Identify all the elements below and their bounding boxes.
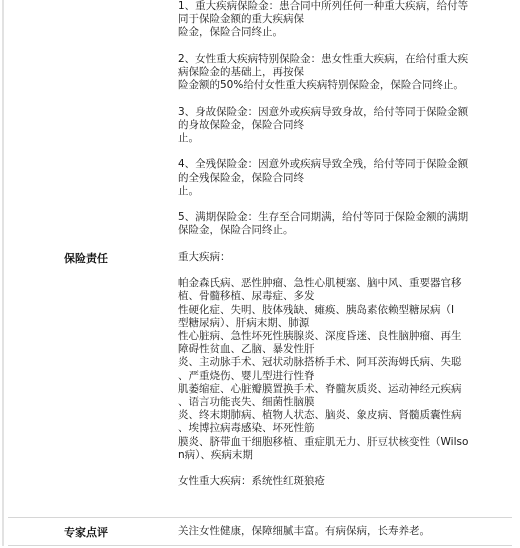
benefit-item-4 bbox=[178, 158, 512, 198]
benefit-line: 同于保险金额的重大疾病保 bbox=[178, 13, 304, 26]
benefit-line: 的身故保险金，保险合同终 bbox=[178, 118, 304, 131]
benefit-line: 3、身故保险金：因意外或疾病导致身故，给付等同于保险金额 bbox=[178, 105, 469, 118]
benefit-line: 病保险金的基础上，再按保 bbox=[178, 66, 304, 78]
benefit-line: 1、重大疾病保险金：患合同中所列任何一种重大疾病，给付等 bbox=[178, 0, 469, 12]
disease-line: 炎、终末期肺病、植物人状态、脑炎、象皮病、肾髓质囊性病 bbox=[178, 409, 462, 422]
disease-line: 障碍性贫血、乙脑、暴发性肝 bbox=[178, 343, 315, 356]
table-bottom-border bbox=[8, 545, 512, 546]
female-disease-line: 女性重大疾病：系统性红斑狼疮 bbox=[178, 475, 325, 488]
review-label-cell bbox=[4, 520, 168, 544]
disease-line: 、语言功能丧失、细菌性脑膜 bbox=[178, 396, 315, 408]
benefit-item-5 bbox=[178, 211, 512, 237]
disease-line: 、严重烧伤、婴儿型进行性脊 bbox=[178, 369, 315, 382]
benefit-item-1 bbox=[178, 0, 512, 40]
benefit-line: 的全残保险金，保险合同终 bbox=[178, 171, 304, 184]
coverage-label: 保险责任 bbox=[64, 252, 108, 265]
row-divider bbox=[8, 517, 512, 518]
disease-line: 帕金森氏病、恶性肿瘤、急性心肌梗塞、脑中风、重要器官移 bbox=[178, 277, 462, 290]
review-label: 专家点评 bbox=[64, 526, 108, 539]
disease-line: 肌萎缩症、心脏瓣膜置换手术、脊髓灰质炎、运动神经元疾病 bbox=[178, 382, 462, 395]
coverage-label-cell bbox=[4, 0, 168, 516]
benefit-item-2 bbox=[178, 53, 512, 93]
benefit-line: 5、满期保险金：生存至合同期满，给付等同于保险金额的满期 bbox=[178, 211, 469, 224]
disease-line: n病）、疾病末期 bbox=[178, 448, 253, 461]
benefit-line: 止。 bbox=[178, 184, 199, 197]
disease-line: 性硬化症、失明、肢体残缺、瘫痪、胰岛素依赖型糖尿病（Ⅰ bbox=[178, 303, 455, 316]
benefit-line: 险金额的50%给付女性重大疾病特别保险金，保险合同终止。 bbox=[178, 79, 464, 92]
disease-line: 植、骨髓移植、尿毒症、多发 bbox=[178, 290, 315, 303]
disease-line: 、埃博拉病毒感染、坏死性筋 bbox=[178, 422, 315, 435]
benefit-line: 保险金，保险合同终止。 bbox=[178, 224, 294, 237]
disease-heading: 重大疾病： bbox=[178, 250, 231, 263]
disease-line: 性心脏病、急性坏死性胰腺炎、深度昏迷、良性脑肿瘤、再生 bbox=[178, 329, 462, 342]
disease-line: 炎、主动脉手术、冠状动脉搭桥手术、阿耳茨海姆氏病、失聪 bbox=[178, 356, 462, 369]
disease-line: 膜炎、脐带血干细胞移植、重症肌无力、肝豆状核变性（Wilso bbox=[178, 435, 469, 448]
benefit-item-3 bbox=[178, 106, 512, 146]
benefit-line: 2、女性重大疾病特别保险金：患女性重大疾病，在给付重大疾 bbox=[178, 52, 469, 65]
disease-line: 型糖尿病）、肝病末期、肺源 bbox=[178, 316, 310, 329]
review-text: 关注女性健康，保障细腻丰富。有病保病，长寿养老。 bbox=[178, 525, 430, 537]
benefit-line: 4、全残保险金：因意外或疾病导致全残，给付等同于保险金额 bbox=[178, 158, 469, 171]
benefit-line: 止。 bbox=[178, 132, 199, 144]
disease-list bbox=[178, 277, 512, 462]
benefit-line: 险金，保险合同终止。 bbox=[178, 26, 283, 39]
coverage-content bbox=[178, 0, 512, 488]
